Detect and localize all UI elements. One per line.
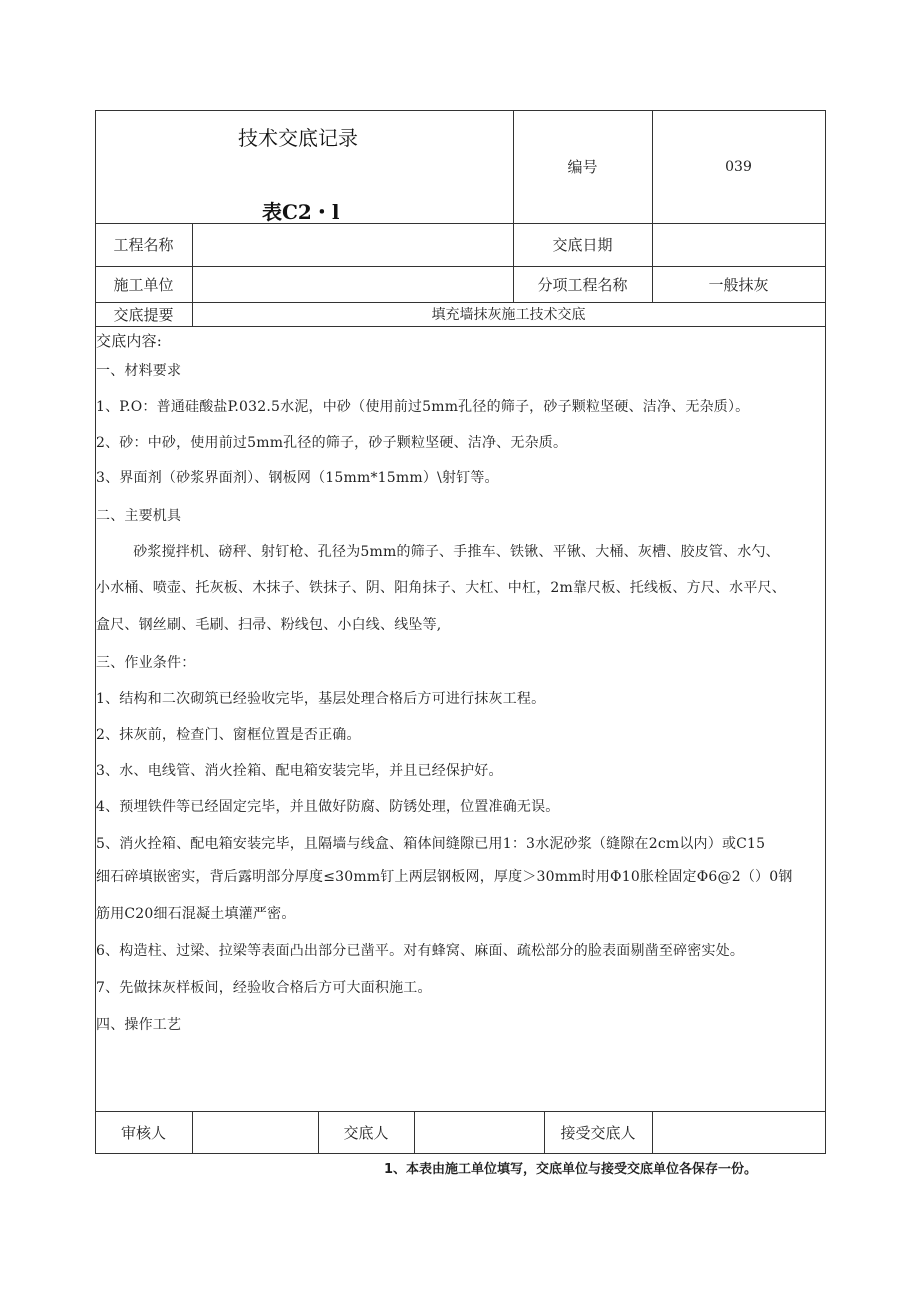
content-line: 筋用C20细石混凝土填灌严密。 bbox=[96, 906, 296, 922]
content-line: 盒尺、钢丝刷、毛刷、扫帚、粉线包、小白线、线坠等, bbox=[96, 617, 442, 633]
content-line: 一、材料要求 bbox=[96, 363, 182, 379]
subitem-label: 分项工程名称 bbox=[537, 275, 628, 294]
content-heading: 交底内容: bbox=[96, 332, 163, 350]
number-label: 编号 bbox=[567, 158, 598, 176]
project-name-label: 工程名称 bbox=[113, 236, 174, 254]
unit-label: 施工单位 bbox=[113, 275, 174, 294]
content-line: 二、主要机具 bbox=[96, 508, 182, 524]
content-line: 1、P.O：普通硅酸盐P.032.5水泥，中砂（使用前过5mm孔径的筛子，砂子颗粒坚硬、洁净、无杂质）。 bbox=[96, 399, 750, 415]
content-line: 2、砂：中砂，使用前过5mm孔径的筛子，砂子颗粒坚硬、洁净、无杂质。 bbox=[96, 435, 568, 451]
form-title: 技术交底记录 bbox=[238, 126, 358, 150]
content-line: 5、消火拴箱、配电箱安装完毕，且隔墙与线盒、箱体间缝隙已用1：3水泥砂浆（缝隙在2cm以内）或C15 bbox=[96, 836, 766, 852]
discloser-label: 交底人 bbox=[343, 1123, 389, 1142]
subitem-value: 一般抹灰 bbox=[708, 275, 769, 294]
date-label: 交底日期 bbox=[552, 236, 613, 254]
content-line: 小水桶、喷壶、托灰板、木抹子、铁抹子、阴、阳角抹子、大杠、中杠，2m靠尺板、托线板、方尺、水平尺、 bbox=[96, 580, 786, 596]
content-line: 1、结构和二次砌筑已经验收完毕，基层处理合格后方可进行抹灰工程。 bbox=[96, 691, 546, 707]
reviewer-label: 审核人 bbox=[120, 1123, 166, 1142]
discloser-field[interactable] bbox=[414, 1111, 544, 1153]
date-field[interactable] bbox=[652, 223, 825, 266]
receiver-field[interactable] bbox=[652, 1111, 825, 1153]
project-name-field[interactable] bbox=[192, 223, 513, 266]
content-line: 2、抹灰前，检查门、窗框位置是否正确。 bbox=[96, 727, 361, 743]
content-line: 四、操作工艺 bbox=[96, 1017, 182, 1033]
receiver-label: 接受交底人 bbox=[560, 1123, 636, 1142]
form-code: 表C2・l bbox=[262, 200, 340, 224]
number-value: 039 bbox=[725, 158, 752, 175]
table-border-bottom bbox=[95, 1153, 826, 1154]
summary-value: 填充墙抹灰施工技术交底 bbox=[431, 307, 586, 323]
content-line: 6、构造柱、过梁、拉梁等表面凸出部分已凿平。对有蜂窝、麻面、疏松部分的脸表面剔凿至碎密实处。 bbox=[96, 943, 745, 959]
unit-field[interactable] bbox=[192, 266, 513, 302]
footnote: 1、本表由施工单位填写，交底单位与接受交底单位各保存一份。 bbox=[384, 1162, 758, 1177]
row-divider bbox=[95, 326, 826, 327]
content-line: 三、作业条件： bbox=[96, 655, 196, 671]
content-line: 细石碎填嵌密实，背后露明部分厚度≤30mm钉上两层钢板网，厚度＞30mm时用Φ10胀栓固定Φ6@2（）0钢 bbox=[96, 869, 793, 885]
summary-label: 交底提要 bbox=[113, 305, 174, 324]
reviewer-field[interactable] bbox=[192, 1111, 318, 1153]
content-line: 7、先做抹灰样板间，经验收合格后方可大面积施工。 bbox=[96, 980, 432, 996]
content-line: 4、预埋铁件等已经固定完毕，并且做好防腐、防锈处理，位置准确无误。 bbox=[96, 799, 560, 815]
content-line: 砂浆搅拌机、磅秤、射钉枪、孔径为5mm的筛子、手推车、铁锹、平锹、大桶、灰槽、胶皮管、水勺、 bbox=[96, 544, 780, 560]
content-line: 3、水、电线管、消火拴箱、配电箱安装完毕，并且已经保护好。 bbox=[96, 763, 503, 779]
content-line: 3、界面剂（砂浆界面剂）、钢板网（15mm*15mm）\射钉等。 bbox=[96, 470, 499, 486]
